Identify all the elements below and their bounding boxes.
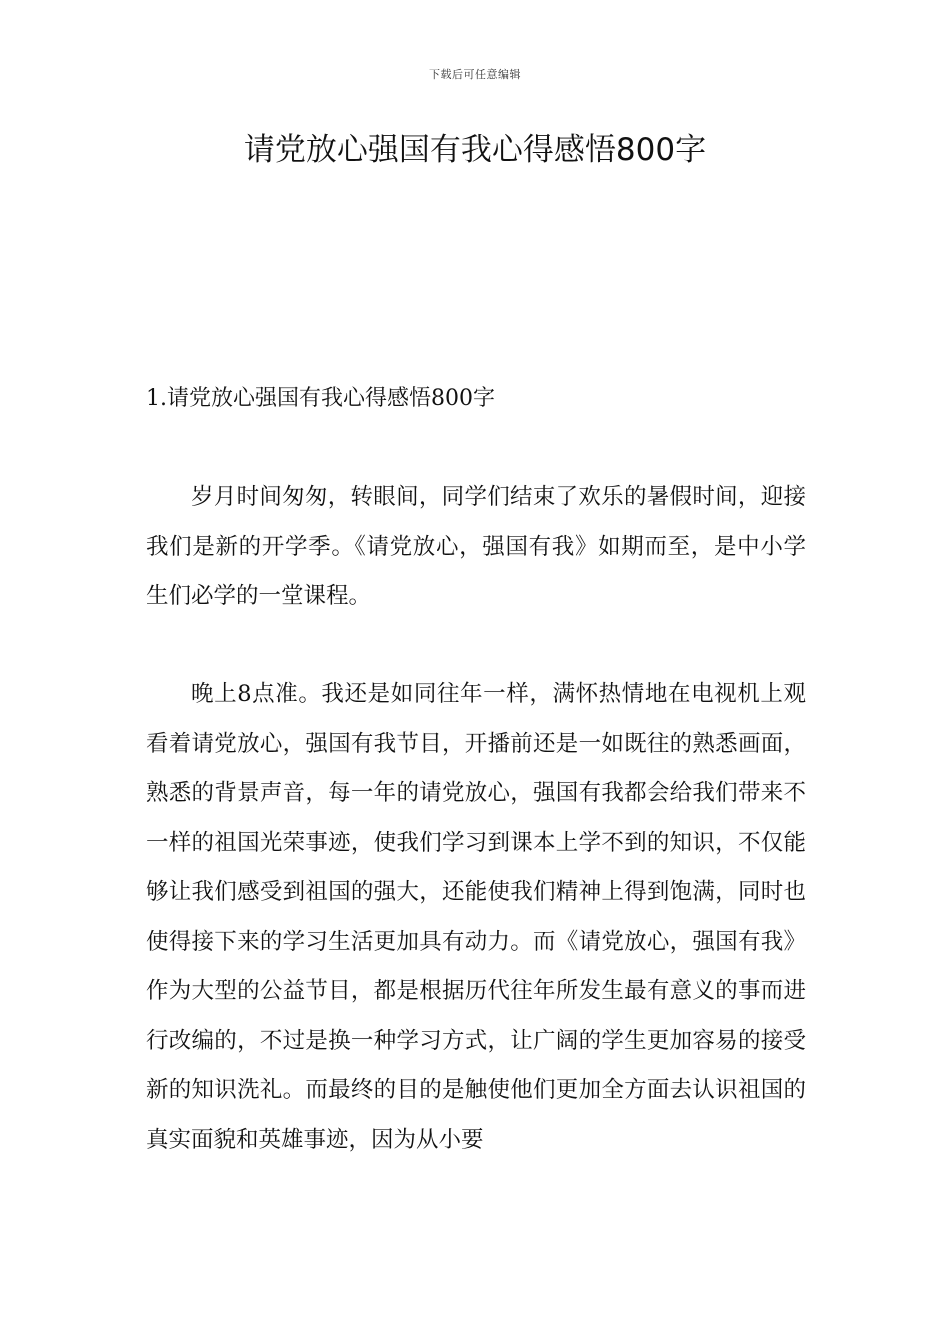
section-heading: 1.请党放心强国有我心得感悟800字 <box>146 386 495 411</box>
body-paragraph-1: 岁月时间匆匆，转眼间，同学们结束了欢乐的暑假时间，迎接我们是新的开学季。《请党放心，强国有我》如期而至，是中小学生们必学的一堂课程。 <box>146 484 806 609</box>
header-note: 下载后可任意编辑 <box>429 68 521 81</box>
body-paragraph-2: 晚上8点准。我还是如同往年一样，满怀热情地在电视机上观看着请党放心，强国有我节目，开播前还是一如既往的熟悉画面，熟悉的背景声音，每一年的请党放心，强国有我都会给我们带来不一样的祖国光荣事迹，使我们学习到课本上学不到的知识，不仅能够让我们感受到祖国的强大，还能使我们精神上得到饱满，同时也使得接下来的学习生活更加具有动力。而《请党放心，强国有我》作为大型的公益节目，都是根据历代往年所发生最有意义的事而进行改编的，不过是换一种学习方式，让广阔的学生更加容易的接受新的知识洗礼。而最终的目的是触使他们更加全方面去认识祖国的真实面貌和英雄事迹，因为从小要 <box>146 681 806 1153</box>
document-title: 请党放心强国有我心得感悟800字 <box>243 132 707 168</box>
